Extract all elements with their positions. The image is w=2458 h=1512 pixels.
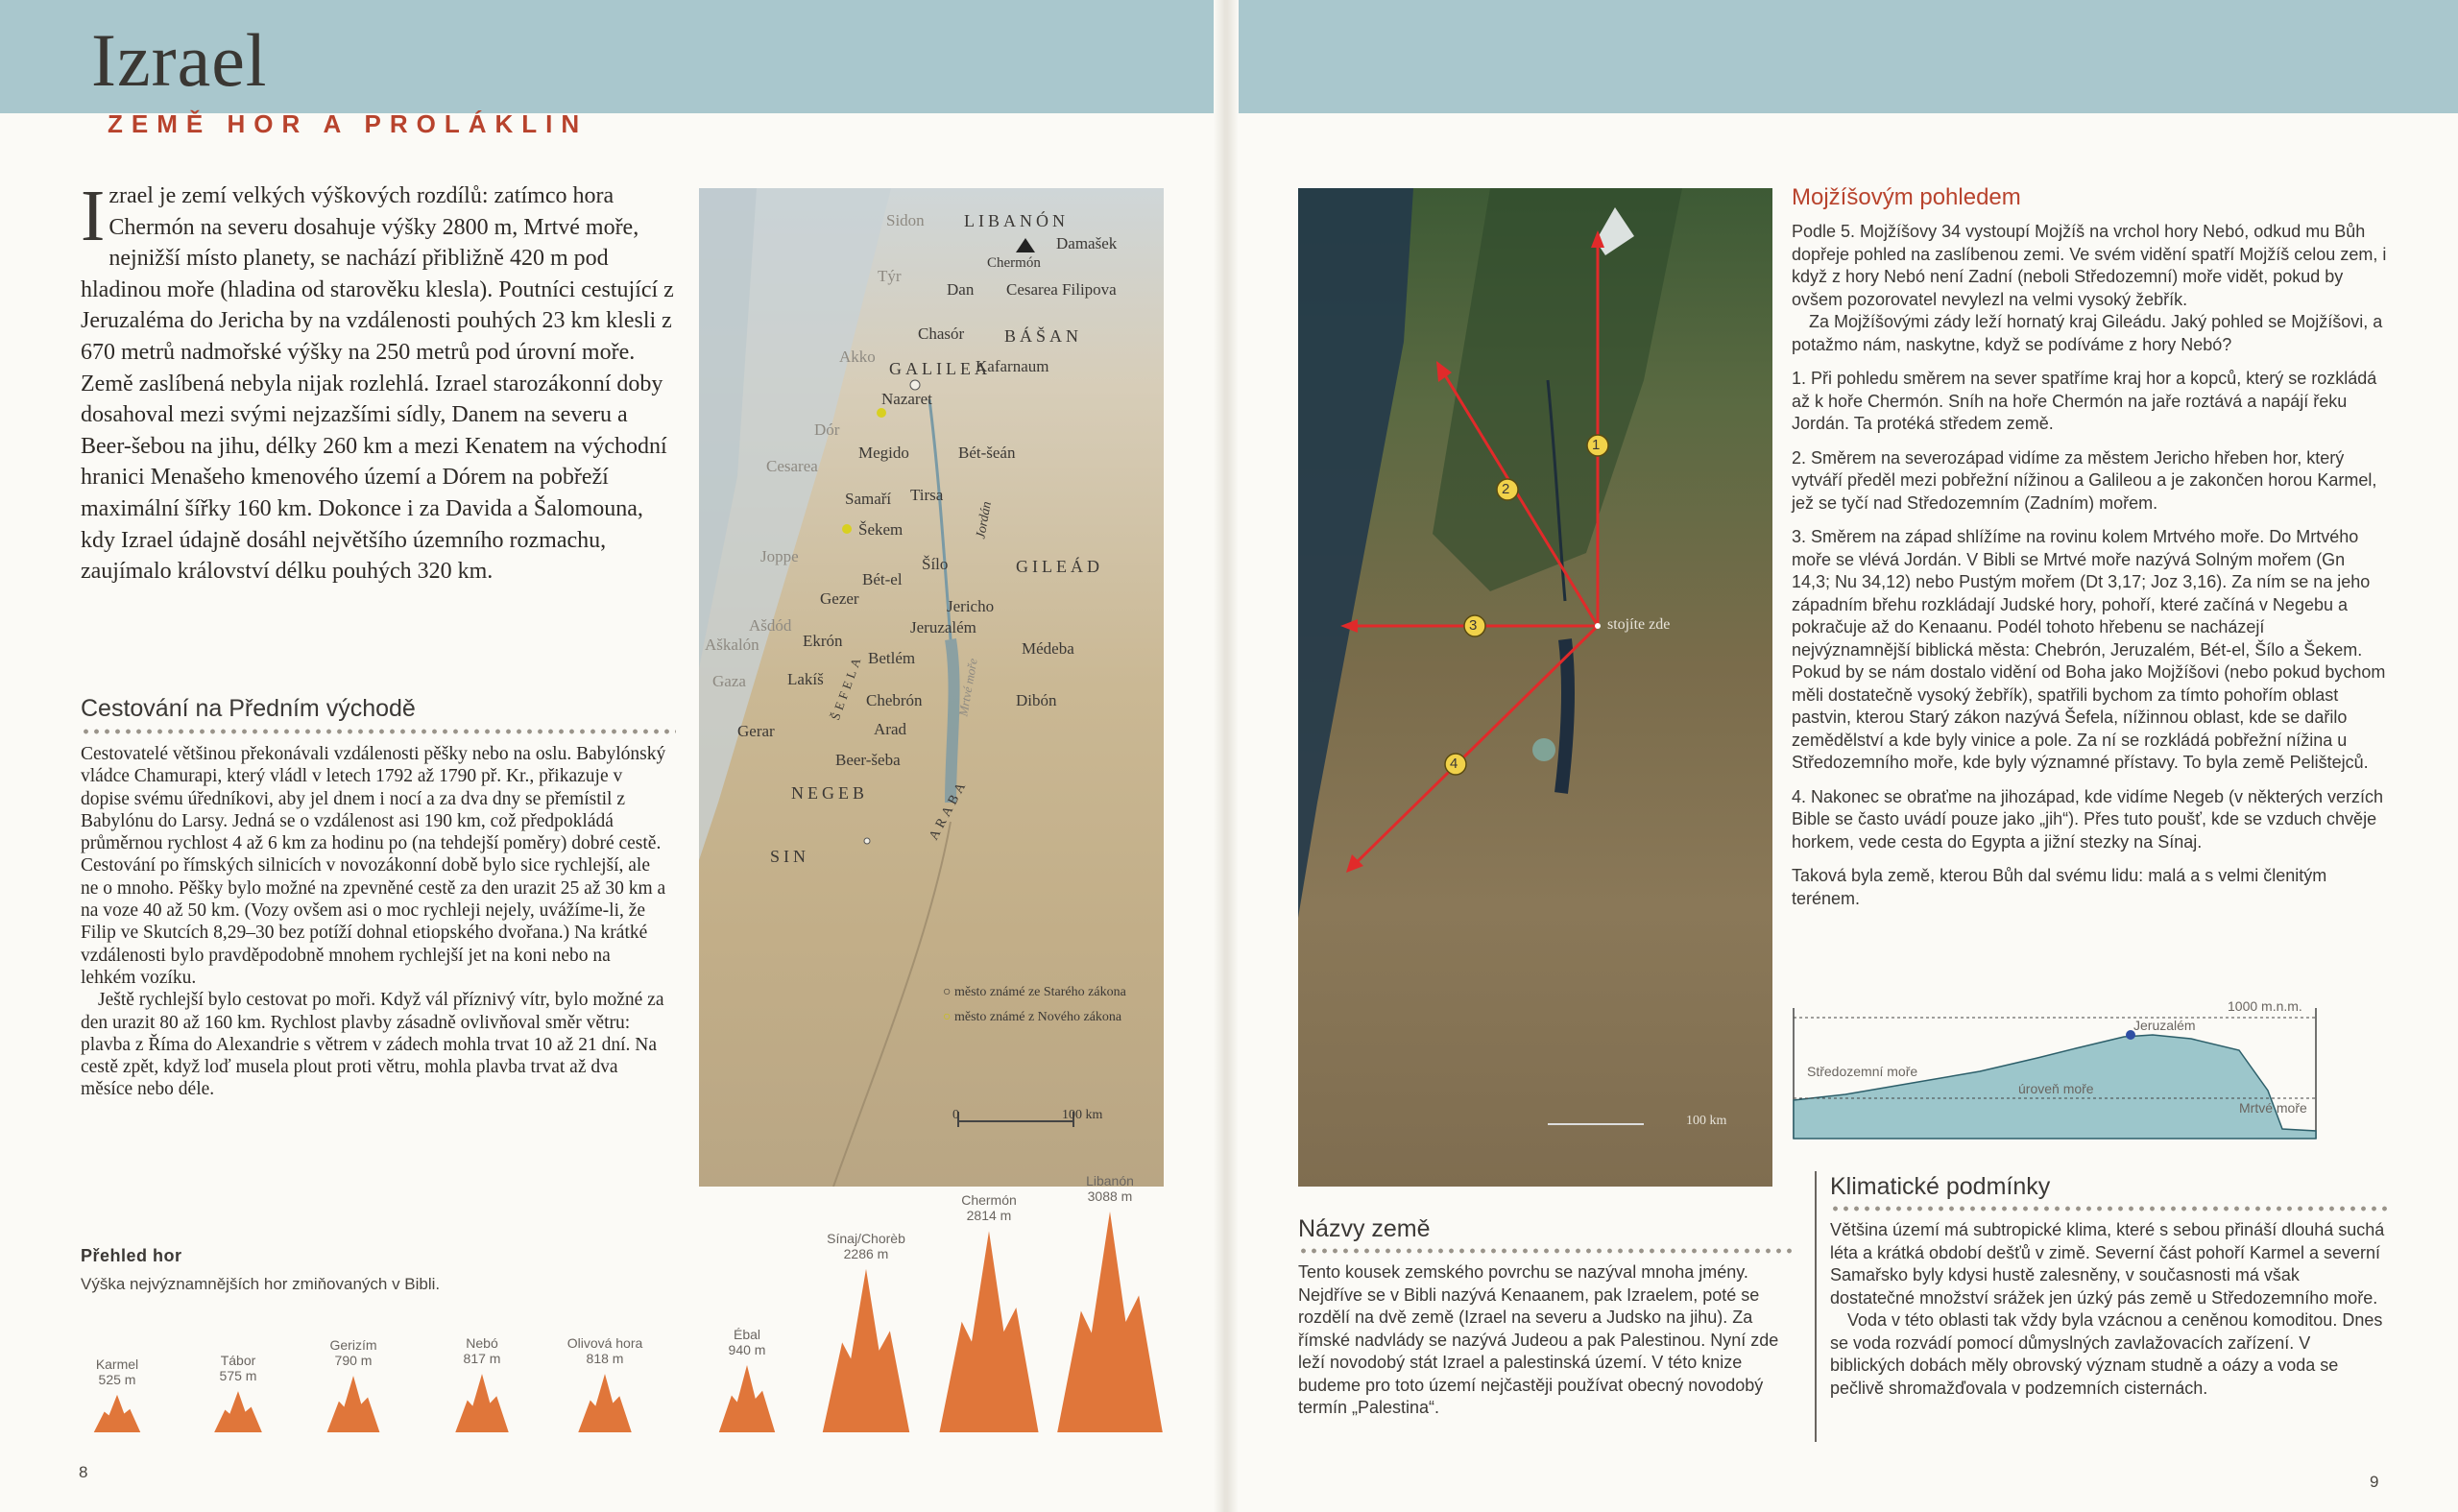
label-sefela: ŠEFELA xyxy=(828,652,865,723)
divider xyxy=(1815,1171,1817,1442)
mountain-height: 3088 m xyxy=(1087,1188,1133,1204)
legend-ot: ○ město známé ze Starého zákona xyxy=(943,985,1126,999)
label-gezer: Gezer xyxy=(820,589,859,608)
climate-paragraph-1: Většina území má subtropické klima, které s sebou přináší dlouhá suchá léta a krátká období dešťů v zimě. Severní část pohoří Karmel a severní Samařsko byly kdysi hustě zalesněny, v současnosti má však dostatečné množství srážek jen úzký pás země u Středozemního moře. xyxy=(1830,1220,2385,1308)
label-araba: ARABA xyxy=(927,777,971,843)
mountain-name: Libanón xyxy=(1086,1173,1134,1188)
label-kafarnaum: Kafarnaum xyxy=(976,357,1049,375)
label-sekem: Šekem xyxy=(858,520,904,539)
page-number-right: 9 xyxy=(2370,1473,2379,1491)
label-bet-sean: Bét-šeán xyxy=(958,444,1016,462)
marker-2: 2 xyxy=(1502,481,1510,497)
moses-point-2: 2. Směrem na severozápad vidíme za městem Jericho hřeben hor, který vytváří předěl mezi pobřežní nížinou a Galileou a je zakončen horou Karmel, jež se tyčí nad Středozemním (Zadním) mořem. xyxy=(1792,447,2377,513)
mountain-olivov-hora xyxy=(578,1374,631,1432)
mountain-label xyxy=(931,1192,1047,1223)
label-jericho: Jericho xyxy=(947,597,995,615)
mountains-heading: Přehled hor xyxy=(81,1246,182,1265)
label-gerar: Gerar xyxy=(737,722,775,740)
label-dor: Dór xyxy=(814,420,840,439)
mountain-name: Gerizím xyxy=(329,1337,377,1354)
mountain-label xyxy=(181,1353,296,1383)
mountain-label xyxy=(296,1337,411,1368)
scale-zero: 0 xyxy=(952,1108,959,1122)
moses-point-1: 1. Při pohledu směrem na sever spatříme kraj hor a kopců, který se rozkládá až k hoře Chermón. Sníh na hoře Chermón na jaře roztává a napájí řeku Jordán. Ta protéká středem země. xyxy=(1792,369,2377,433)
page-number-left: 8 xyxy=(79,1463,88,1481)
mountain-neb- xyxy=(455,1374,508,1432)
mountain-height: 817 m xyxy=(463,1351,501,1367)
climate-text xyxy=(1830,1219,2387,1411)
label-silo: Šílo xyxy=(922,555,949,573)
label-tirsa: Tirsa xyxy=(910,486,944,504)
mountain-name: Nebó xyxy=(466,1335,498,1352)
mountain-name: Karmel xyxy=(95,1356,139,1372)
travel-text xyxy=(81,743,666,1101)
label-ekron: Ekrón xyxy=(803,632,843,650)
label-betlem: Betlém xyxy=(868,649,916,667)
label-bet-el: Bét-el xyxy=(862,570,903,588)
moses-paragraph-1b: Za Mojžíšovými zády leží hornatý kraj Gileádu. Jaký pohled se Mojžíšovi, a potažmo nám, naskytne, když se podíváme z hory Nebó? xyxy=(1792,312,2383,354)
label-galilea: GALILEA xyxy=(889,359,991,378)
mountain-name: Sínaj/Chorèb xyxy=(827,1230,905,1246)
label-askalon: Aškalón xyxy=(705,636,759,654)
moses-point-3: 3. Směrem na západ shlížíme na rovinu kolem Mrtvého moře. Do Mrtvého moře se vlévá Jordán. V Bibli se Mrtvé moře nazývá Solným mořem (Gn 14,3; Nu 34,12) nebo Pustým mořem (Dt 3,17; Joz 3,16). Za ním se na jeho západním břehu rozkládají Judské hory, pohoří, které začíná v Negebu a pokračuje až do Kenaanu. Podél tohoto hřebenu se nacházejí nejvýznamnější biblická města: Chebrón, Jeruzalém, Bét-el, Šílo a Šekem. Pokud by se nám dostalo vidění od Boha jako Mojžíšovi (nebo pokud bychom měli dostatečně vysoký žebřík), spatřili bychom za tímto pohořím oblast pastvin, kterou Starý zákon nazývá Šefela, nížinnou oblast, kde se dařilo zemědělství a kde byly vinice a pole. Za ní se rozkládá pobřežní nížina u Středozemního moře, kde byly významné přístavy. To byla země Pelištejců. xyxy=(1792,527,2386,772)
mountain-geriz-m xyxy=(327,1376,380,1432)
moses-point-4: 4. Nakonec se obraťme na jihozápad, kde vidíme Negeb (v některých verzích Bible se často uvádí pouze jako „jih“). Přes tuto poušť, kde se vzduch chvěje horkem, vede cesta do Egypta a jižní stezky na Sínaj. xyxy=(1792,786,2384,852)
names-text xyxy=(1298,1261,1797,1431)
mountain-label xyxy=(1052,1173,1168,1204)
moses-heading: Mojžíšovým pohledem xyxy=(1792,184,2021,210)
mountain-height: 575 m xyxy=(219,1368,257,1384)
label-arad: Arad xyxy=(874,720,906,738)
label-mrtve-more: Mrtvé moře xyxy=(955,657,980,718)
label-lakis: Lakíš xyxy=(787,670,824,688)
label-megido: Megido xyxy=(858,444,909,462)
marker-1: 1 xyxy=(1592,437,1601,453)
profile-jeruzalem-label: Jeruzalém xyxy=(2133,1018,2196,1033)
label-damasek: Damašek xyxy=(1056,234,1118,252)
mountain-height: 790 m xyxy=(334,1353,373,1369)
intro-paragraph xyxy=(81,176,676,588)
travel-heading: Cestování na Předním východě xyxy=(81,695,416,722)
label-jordan: Jordán xyxy=(974,500,995,540)
label-sin: SIN xyxy=(770,847,810,866)
label-libanon: LIBANÓN xyxy=(964,211,1069,230)
travel-paragraph-2: Ještě rychlejší bylo cestovat po moři. Když vál příznivý vítr, bylo možné za den urazit 80 až 160 km. Rychlost plavby zásadně ovlivňoval směr větru: plavba z Říma do Alexandrie s větrem v zádech mohla trvat 10 až 21 dní. Na cestě zpět, když loď musela plout proti větru, mohla plavba trvat až dva měsíce nebo déle. xyxy=(81,990,664,1100)
book-gutter xyxy=(1214,0,1239,1512)
label-sidon: Sidon xyxy=(886,211,925,229)
dotted-rule xyxy=(1298,1246,1797,1256)
mountain-height: 940 m xyxy=(728,1341,766,1357)
label-basan: BÁŠAN xyxy=(1004,326,1083,346)
label-beer-seba: Beer-šeba xyxy=(835,751,901,769)
label-chebron: Chebrón xyxy=(866,691,923,709)
label-medeba: Médeba xyxy=(1022,639,1074,658)
names-heading: Názvy země xyxy=(1298,1215,1431,1242)
label-asdod: Ašdód xyxy=(749,616,792,635)
label-gaza: Gaza xyxy=(712,672,746,690)
mountain-liban-n xyxy=(1057,1212,1163,1432)
travel-paragraph-1: Cestovatelé většinou překonávali vzdálenosti pěšky nebo na oslu. Babylónský vládce Chamurapi, který vládl v letech 1792 až 1790 př. Kr., přikazuje v dopise svému úředníkovi, aby jel dnem i nocí a za dva dny se přemístil z Babylónu do Larsy. Jedná se o vzdálenost asi 190 km, což předpokládá průměrnou rychlost 4 až 6 km za hodinu po (na tehdejší poměry) dobré cestě. Cestování po římských silnicích v novozákonní době bylo sice rychlejší, ale ne o mnoho. Pěšky bylo možné na zpevněné cestě za den urazit 25 až 30 km a na voze 40 až 50 km. (Vozy ovšem asi o moc rychleji nejely, uvážíme-li, že Filip ve Skutcích 8,29–30 bez potíží dohnal etiopského dvořana.) Na krátké vzdálenosti bylo pravděpodobně mnohem rychlejší jet na koni nebo na lehkém vozíku. xyxy=(81,744,666,988)
profile-top-label: 1000 m.n.m. xyxy=(2228,998,2302,1014)
dotted-rule xyxy=(81,727,676,736)
climate-heading: Klimatické podmínky xyxy=(1830,1173,2051,1200)
mountain-label xyxy=(808,1231,924,1261)
map-satellite xyxy=(1298,188,1772,1187)
moses-paragraph-1: Podle 5. Mojžíšovy 34 vystoupí Mojžíš na vrchol hory Nebó, odkud mu Bůh dopřeje pohled na zaslíbenou zemi. Ve svém vidění spatří Mojžíš celou zem, i když z hory Nebó není Zadní (neboli Středozemní) moře vidět, pokud by ovšem pozorovatel nevylezl na velmi vysoký žebřík. xyxy=(1792,222,2387,309)
mountain-label xyxy=(60,1356,175,1387)
marker-4: 4 xyxy=(1450,756,1458,772)
map-israel-sites xyxy=(699,188,1164,1187)
mountain-label xyxy=(689,1327,805,1357)
moses-text xyxy=(1792,221,2387,922)
label-akko: Akko xyxy=(839,348,876,366)
label-chermon: Chermón xyxy=(987,255,1041,271)
mountain-s-naj-chor-b xyxy=(823,1269,909,1432)
label-cesarea: Cesarea xyxy=(766,457,818,475)
dotted-rule xyxy=(1830,1204,2387,1213)
moses-conclusion: Taková byla země, kterou Bůh dal svému lidu: malá a s velmi členitým terénem. xyxy=(1792,866,2327,908)
mountain-t-bor xyxy=(214,1391,262,1432)
climate-paragraph-2: Voda v této oblasti tak vždy byla vzácnou a ceněnou komoditou. Dnes se voda rozvádí pomocí důmyslných zavlažovacích zařízení. V biblických dobách měly obrovský význam studně a oázy a voda se pečlivě shromažďovala v podzemních cisternách. xyxy=(1830,1310,2383,1398)
drop-cap: I xyxy=(81,176,106,256)
label-jeruzalem: Jeruzalém xyxy=(910,618,976,636)
mountain-label xyxy=(424,1335,540,1366)
mountain-name: Chermón xyxy=(961,1192,1017,1209)
mountain-karmel xyxy=(94,1395,141,1432)
mountains-caption: Výška nejvýznamnějších hor zmiňovaných v Bibli. xyxy=(81,1275,441,1293)
profile-level-label: úroveň moře xyxy=(2018,1081,2094,1096)
label-samari: Samaří xyxy=(845,490,892,508)
page-title: Izrael xyxy=(91,18,268,102)
label-dan: Dan xyxy=(947,280,975,299)
label-tyr: Týr xyxy=(878,267,902,285)
marker-3: 3 xyxy=(1469,617,1478,634)
profile-dead-label: Mrtvé moře xyxy=(2239,1100,2307,1116)
mountain-cherm-n xyxy=(939,1231,1038,1432)
page-subtitle: ZEMĚ HOR A PROLÁKLIN xyxy=(108,109,589,138)
mountain--bal xyxy=(719,1365,775,1432)
label-gilead: GILEÁD xyxy=(1016,557,1103,576)
mountain-name: Tábor xyxy=(220,1353,256,1369)
elevation-profile xyxy=(1788,995,2325,1158)
mountain-height: 2814 m xyxy=(966,1208,1012,1224)
names-paragraph: Tento kousek zemského povrchu se nazýval mnoha jmény. Nejdříve se v Bibli nazývá Kenaanem, pak Izraelem, poté se rozdělí na dvě země (Izrael na severu a Judsko na jihu). Za římské nadvlády se nazývá Judeou a pak Palestinou. Nyní zde leží novodobý stát Izrael a palestinská území. V této knize budeme pro toto území nejčastěji používat obecný novodobý termín „Palestina“. xyxy=(1298,1262,1779,1417)
label-nazaret: Nazaret xyxy=(881,390,932,408)
mountain-name: Ébal xyxy=(733,1326,761,1342)
intro-text: zrael je zemí velkých výškových rozdílů: zatímco hora Chermón na severu dosahuje výšky 2800 m, Mrtvé moře, nejnižší místo planety, se nachází přibližně 420 m pod hladinou moře (hladina od starověku klesla). Poutníci cestující z Jeruzaléma do Jericha by na vzdálenosti pouhých 23 km klesli z 670 metrů nadmořské výšky na 250 metrů pod úrovní moře. Země zaslíbená nebyla nijak rozlehlá. Izrael starozákonní doby dosahoval mezi svými nejzazšími sídly, Danem na severu a Beer-šebou na jihu, délky 260 km a mezi Kenatem na východní hranici Menašeho kmenového území a Dórem na pobřeží maximální šířky 160 km. Dokonce i za Davida a Šalomouna, kdy Izrael údajně dosáhl největšího územního rozmachu, zaujímalo království délku pouhých 320 km. xyxy=(81,183,674,585)
mountains-chart xyxy=(58,1173,1191,1440)
mountain-name: Olivová hora xyxy=(566,1335,643,1352)
label-joppe: Joppe xyxy=(760,547,799,565)
profile-sea-label: Středozemní moře xyxy=(1807,1064,1918,1079)
legend-nt: ○ město známé z Nového zákona xyxy=(943,1010,1122,1024)
scale-end: 100 km xyxy=(1062,1108,1103,1122)
label-cesarea-filipova: Cesarea Filipova xyxy=(1006,280,1117,299)
right-scale-label: 100 km xyxy=(1686,1114,1727,1128)
label-negeb: NEGEB xyxy=(791,783,868,803)
mountain-label xyxy=(547,1335,663,1366)
label-dibon: Dibón xyxy=(1016,691,1057,709)
label-chasor: Chasór xyxy=(918,324,965,343)
map-view-from-nebo xyxy=(1298,188,1772,1187)
mountain-height: 525 m xyxy=(98,1371,136,1387)
label-you-are-here: stojíte zde xyxy=(1607,616,1671,633)
mountain-height: 2286 m xyxy=(843,1245,889,1261)
mountain-height: 818 m xyxy=(586,1351,624,1367)
